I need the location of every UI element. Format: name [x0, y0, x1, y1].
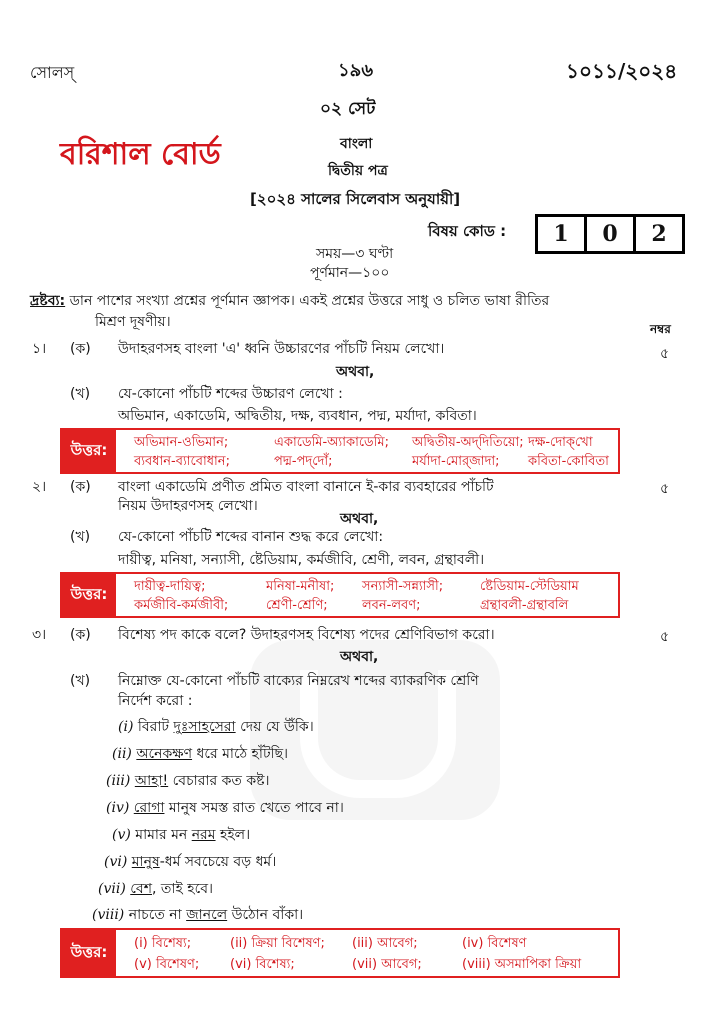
q1-a-text: উদাহরণসহ বাংলা 'এ' ধ্বনি উচ্চারণের পাঁচটি নিয়ম লেখো। [118, 341, 445, 357]
note-label: দ্রষ্টব্য: [30, 293, 66, 309]
sentence-number: (ii) [112, 746, 132, 762]
q1-a-label: (ক) [70, 341, 91, 357]
underlined-word: রোগা [133, 800, 165, 816]
subject-code-box [535, 214, 685, 254]
answer-item: (i) বিশেষ্য; [134, 936, 192, 951]
sentence-item [104, 853, 276, 871]
q3-b-label: (খ) [70, 673, 91, 689]
answer-item: (iii) আবেগ; [352, 936, 418, 951]
answer-item: মর্যাদা-মোর্‌জাদা; [412, 454, 500, 469]
subject-code-label: বিষয় কোড : [428, 222, 507, 240]
code-digit: 0 [584, 217, 633, 251]
underlined-word: আহা! [134, 773, 169, 789]
sentence-item [118, 718, 314, 736]
code-digit: 1 [553, 221, 569, 247]
q3-marks: ৫ [660, 629, 670, 645]
sentence-text: ধরে মাঠে হাঁটছি। [192, 746, 289, 762]
marks-header: নম্বর [650, 322, 671, 336]
q2-a-text-1: বাংলা একাডেমি প্রণীত প্রমিত বাংলা বানানে ই-কার ব্যবহারের পাঁচটি [118, 479, 494, 495]
q1-b-label: (খ) [70, 386, 91, 402]
q2-a-label: (ক) [70, 479, 91, 495]
sentence-text: , তাই হবে। [152, 881, 213, 897]
q2-a-text-2: নিয়ম উদাহরণসহ লেখো। [118, 498, 258, 514]
sentence-text: মানুষ সমস্ত রাত খেতে পাবে না। [164, 800, 344, 816]
sentence-text: উঠোন বাঁকা। [227, 907, 304, 923]
underlined-word: অনেকক্ষণ [136, 746, 193, 762]
q1-number: ১। [32, 341, 47, 357]
answer-label: উত্তর: [62, 430, 116, 472]
answer-item: মনিষা-মনীষা; [266, 579, 335, 594]
sentence-number: (vi) [104, 854, 128, 870]
sentence-item [92, 906, 303, 924]
sentence-text: হইল। [215, 827, 251, 843]
answer-item: দক্ষ-দোক্‌খো [528, 435, 593, 450]
sentence-item [112, 745, 288, 763]
answer-item: দায়ীত্ব-দায়িত্ব; [134, 579, 206, 594]
full-marks: পূর্ণমান—১০০ [310, 265, 390, 281]
answer-item: (iv) বিশেষণ [462, 936, 527, 951]
q1-or: অথবা, [336, 364, 375, 380]
header-center: ১৯৬ [338, 60, 374, 81]
answer-item: লবন-লবণ; [362, 598, 421, 613]
answer-item: (vi) বিশেষ্য; [230, 957, 295, 972]
sentence-number: (v) [112, 827, 131, 843]
q2-b-label: (খ) [70, 529, 91, 545]
header-left: সোলস্ [30, 63, 75, 82]
sentence-number: (iii) [106, 773, 131, 789]
code-digit: 2 [633, 217, 682, 251]
instruction-note [30, 292, 549, 310]
answer-item: কবিতা-কোবিতা [528, 454, 609, 469]
sentence-item [112, 826, 250, 844]
underlined-word: দুঃসাহসেরা [173, 719, 236, 735]
subject: বাংলা [340, 136, 373, 152]
set-number: ০২ সেট [320, 99, 376, 119]
q2-answer-box [60, 572, 620, 618]
syllabus-note: [২০২৪ সালের সিলেবাস অনুযায়ী] [250, 190, 461, 208]
q3-a-text: বিশেষ্য পদ কাকে বলে? উদাহরণসহ বিশেষ্য পদের শ্রেণিবিভাগ করো। [118, 627, 495, 643]
answer-item: (ii) ক্রিয়া বিশেষণ; [230, 936, 325, 951]
q2-b-words: দায়ীত্ব, মনিষা, সন্যাসী, ষ্টেডিয়াম, কর্মজীবি, শ্রেণী, লবন, গ্রন্থাবলী। [118, 552, 485, 568]
answer-item: গ্রন্থাবলী-গ্রন্থাবলি [480, 598, 569, 613]
board-name: বরিশাল বোর্ড [60, 137, 221, 172]
note-line-2: মিশ্রণ দূষণীয়। [95, 314, 171, 330]
sentence-number: (iv) [106, 800, 130, 816]
sentence-item [98, 880, 213, 898]
exam-time: সময়—৩ ঘণ্টা [316, 246, 394, 262]
sentence-text: বিরাট [137, 719, 174, 735]
sentence-number: (vii) [98, 881, 126, 897]
answer-item: অদ্বিতীয়-অদ্‌দিতিয়ো; [412, 435, 524, 450]
underlined-word: নরম [191, 827, 216, 843]
answer-item: সন্যাসী-সন্ন্যাসী; [362, 579, 444, 594]
q3-a-label: (ক) [70, 627, 91, 643]
q2-number: ২। [32, 479, 47, 495]
underlined-word: জানলে [186, 907, 228, 923]
sentence-item [106, 772, 270, 790]
q1-b-words: অভিমান, একাডেমি, অদ্বিতীয়, দক্ষ, ব্যবধান, পদ্ম, মর্যাদা, কবিতা। [118, 408, 477, 424]
q1-b-text: যে-কোনো পাঁচটি শব্দের উচ্চারণ লেখো : [118, 386, 343, 402]
underlined-word: মানুষ [131, 854, 160, 870]
answer-item: (vii) আবেগ; [352, 957, 422, 972]
q3-b-text-1: নিম্নোক্ত যে-কোনো পাঁচটি বাক্যের নিম্নরেখ শব্দের ব্যাকরণিক শ্রেণি [118, 673, 479, 689]
sentence-text: বেচারার কত কষ্ট। [168, 773, 270, 789]
underlined-word: বেশ [130, 881, 153, 897]
sentence-number: (i) [118, 719, 134, 735]
paper: দ্বিতীয় পত্র [328, 163, 388, 179]
answer-label: উত্তর: [62, 930, 116, 976]
q1-answer-box [60, 428, 620, 474]
answer-item: ব্যবধান-ব্যাবোধান; [134, 454, 230, 469]
answer-item: (v) বিশেষণ; [134, 957, 200, 972]
answer-item: কর্মজীবি-কর্মজীবী; [134, 598, 229, 613]
answer-item: (viii) অসমাপিকা ক্রিয়া [462, 957, 582, 972]
sentence-text: নাচতে না [128, 907, 187, 923]
sentence-number: (viii) [92, 907, 125, 923]
answer-item: শ্রেণী-শ্রেণি; [266, 598, 328, 613]
sentence-text: মামার মন [135, 827, 192, 843]
q2-marks: ৫ [660, 481, 670, 497]
q3-b-text-2: নির্দেশ করো : [118, 693, 193, 709]
q3-number: ৩। [32, 627, 47, 643]
answer-item: একাডেমি-অ্যাকাডেমি; [274, 435, 389, 450]
answer-item: পদ্ম-পদ্‌দোঁ; [274, 454, 333, 469]
q2-b-text: যে-কোনো পাঁচটি শব্দের বানান শুদ্ধ করে লেখো: [118, 529, 384, 545]
q1-marks: ৫ [660, 346, 670, 362]
sentence-text: দেয় যে উঁকি। [235, 719, 314, 735]
sentence-item [106, 799, 344, 817]
q3-answer-box [60, 928, 620, 978]
answer-item: ষ্টেডিয়াম-স্টেডিয়াম [480, 579, 579, 594]
sentence-text: -ধর্ম সবচেয়ে বড় ধর্ম। [159, 854, 277, 870]
header-right: ১০১১/২০২৪ [566, 59, 678, 83]
q2-or: অথবা, [340, 511, 379, 527]
answer-label: উত্তর: [62, 574, 116, 616]
answer-item: অভিমান-ওভিমান; [134, 435, 229, 450]
note-line-1: ডান পাশের সংখ্যা প্রশ্নের পূর্ণমান জ্ঞাপক। একই প্রশ্নের উত্তরে সাধু ও চলিত ভাষা রীতির [69, 293, 550, 309]
q3-or: অথবা, [340, 649, 379, 665]
